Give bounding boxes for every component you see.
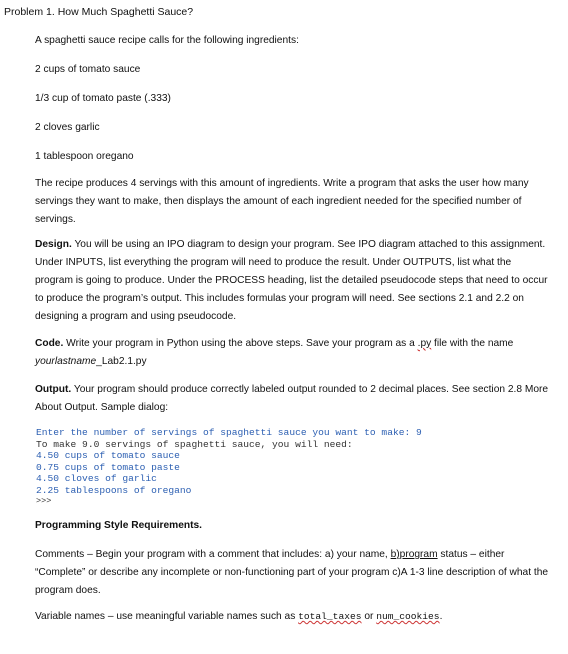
sample-dialog-line: To make 9.0 servings of spaghetti sauce, you will need: (36, 438, 353, 450)
style-heading: Programming Style Requirements. (35, 520, 203, 531)
example-var-2: num_cookies (376, 611, 440, 622)
code-paragraph (35, 335, 550, 371)
design-text: You will be using an IPO diagram to design your program. See IPO diagram attached to this assignment. Under INPUTS, list everything the program will need to produce the result. Under OUTPUTS, list what the program is going to produce. Under the PROCESS heading, list the detailed pseudocode steps that need to occur to produce the program’s output. This includes formulas your program will need. See sections 2.1 and 2.2 on designing a program and using pseudocode. (35, 239, 548, 322)
ingredient-item: 1/3 cup of tomato paste (.333) (35, 93, 171, 104)
design-paragraph (35, 236, 550, 326)
ingredient-item: 2 cloves garlic (35, 122, 100, 133)
example-var-1: total_taxes (298, 611, 362, 622)
sample-dialog-prompt: >>> (36, 496, 52, 506)
output-label: Output. (35, 384, 72, 395)
code-text-2: file with the name (431, 338, 514, 349)
variables-line (35, 611, 442, 622)
recipe-paragraph: The recipe produces 4 servings with this amount of ingredients. Write a program that asks the user how many servings they want to make, then displays the amount of each ingredient needed for the specified number of servings. (35, 178, 529, 225)
intro-text: A spaghetti sauce recipe calls for the following ingredients: (35, 35, 299, 46)
sample-dialog-line: 4.50 cloves of garlic (36, 473, 157, 484)
sample-dialog-line: 2.25 tablespoons of oregano (36, 484, 192, 496)
ingredient-item: 1 tablespoon oregano (35, 151, 134, 162)
code-text: Write your program in Python using the above steps. Save your program as a (63, 338, 418, 349)
output-paragraph (35, 381, 550, 417)
comments-text-2: status – either “Complete” or describe any incomplete or non-functioning part of your program c)A 1-3 line description of what the program does. (35, 549, 549, 596)
program-underlined: b)program (390, 549, 438, 560)
problem-title: Problem 1. How Much Spaghetti Sauce? (4, 6, 194, 18)
sample-dialog-line: Enter the number of servings of spaghetti sauce you want to make: 9 (36, 427, 422, 438)
variables-or: or (361, 611, 377, 622)
comments-text: Comments – Begin your program with a comment that includes: a) your name, (35, 549, 391, 560)
code-label: Code. (35, 338, 64, 349)
filename-rest: _Lab2.1.py (96, 356, 147, 367)
filename-italic: yourlastname (35, 356, 97, 367)
variables-text: Variable names – use meaningful variable names such as (35, 611, 299, 622)
design-label: Design. (35, 239, 72, 250)
sample-dialog-line: 0.75 cups of tomato paste (36, 461, 180, 473)
sample-dialog-line: 4.50 cups of tomato sauce (36, 450, 180, 461)
output-text: Your program should produce correctly labeled output rounded to 2 decimal places. See section 2.8 More About Output. Sample dialog: (35, 384, 549, 413)
ingredient-item: 2 cups of tomato sauce (35, 64, 141, 75)
variables-end: . (439, 611, 443, 622)
py-extension: .py (417, 338, 432, 349)
comments-paragraph (35, 546, 550, 600)
